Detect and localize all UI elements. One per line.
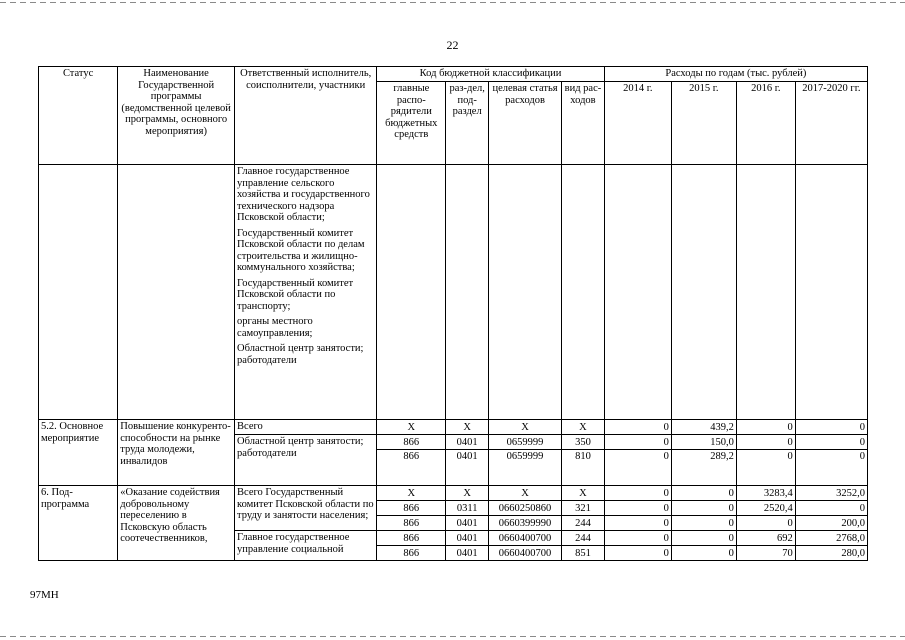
cell-grbs: 866: [377, 531, 446, 546]
budget-table: [38, 66, 868, 561]
section-6-name: «Оказание содействия добровольному переселению в Псковскую область соотечественников,: [118, 486, 235, 561]
cell-2015: 150,0: [671, 435, 736, 450]
cell-csr: X: [488, 420, 561, 435]
cell-2014: 0: [604, 420, 671, 435]
header-year-2015: 2015 г.: [671, 82, 736, 165]
cell-csr: 0659999: [488, 450, 561, 486]
continuation-executors-cell: [235, 165, 377, 420]
continuation-status-cell: [39, 165, 118, 420]
section-5-2-name: Повышение конкуренто-способности на рынке труда молодежи, инвалидов: [118, 420, 235, 486]
cell-grbs: 866: [377, 501, 446, 516]
header-executor: Ответственный исполнитель, соисполнители, участники: [235, 67, 377, 165]
cell-2014: 0: [604, 501, 671, 516]
cell-csr: 0660399990: [488, 516, 561, 531]
cell-2016: 70: [736, 546, 795, 561]
cell-grbs: 866: [377, 516, 446, 531]
header-expenses-group: Расходы по годам (тыс. рублей): [604, 67, 867, 82]
cell-rzpr: 0401: [446, 546, 489, 561]
executor-employment-center: Областной центр занятости; работодатели: [237, 343, 364, 366]
cell-csr: 0659999: [488, 435, 561, 450]
cell-2015: 0: [671, 531, 736, 546]
header-code-grbs: главные распо-рядители бюджетных средств: [377, 82, 446, 165]
cell-2016: 692: [736, 531, 795, 546]
page-number: 22: [446, 38, 459, 52]
cell-vr: 244: [562, 531, 605, 546]
document-code: 97МН: [30, 589, 59, 601]
header-name: Наименование Государственной программы (ведомственной целевой программы, основного мероприятия): [118, 67, 235, 165]
cell-2016: 0: [736, 420, 795, 435]
cell-2016: 2520,4: [736, 501, 795, 516]
executor-construction: Государственный комитет Псковской области по делам строительства и жилищно-коммунального хозяйства;: [237, 227, 365, 273]
cell-rzpr: 0401: [446, 450, 489, 486]
cell-2014: 0: [604, 486, 671, 501]
cell-2014: 0: [604, 516, 671, 531]
cell-vr: 851: [562, 546, 605, 561]
cell-2017-2020: 0: [795, 435, 867, 450]
cell-2015: 289,2: [671, 450, 736, 486]
cell-rzpr: 0401: [446, 435, 489, 450]
cell-2016: 0: [736, 450, 795, 486]
cell-vr: 810: [562, 450, 605, 486]
continuation-row: [39, 165, 868, 420]
section-5-2-exec-total: Всего: [235, 420, 377, 435]
cell-2017-2020: 0: [795, 420, 867, 435]
cell-rzpr: 0401: [446, 516, 489, 531]
cell-2015: 439,2: [671, 420, 736, 435]
cell-2015: 0: [671, 501, 736, 516]
cell-2016: 0: [736, 435, 795, 450]
header-status: Статус: [39, 67, 118, 165]
cell-2015: 0: [671, 516, 736, 531]
table-row: [39, 420, 868, 435]
cell-2017-2020: 0: [795, 450, 867, 486]
header-year-2014: 2014 г.: [604, 82, 671, 165]
cell-2017-2020: 3252,0: [795, 486, 867, 501]
table-row: [39, 486, 868, 501]
cell-vr: 321: [562, 501, 605, 516]
cell-2016: 3283,4: [736, 486, 795, 501]
section-6-exec-a: Всего Государственный комитет Псковской области по труду и занятости населения;: [235, 486, 377, 531]
cell-csr: X: [488, 486, 561, 501]
cell-grbs: 866: [377, 546, 446, 561]
header-year-2017-2020: 2017-2020 гг.: [795, 82, 867, 165]
section-6-status: 6. Под-программа: [39, 486, 118, 561]
cell-rzpr: X: [446, 420, 489, 435]
cell-vr: X: [562, 486, 605, 501]
cell-rzpr: 0311: [446, 501, 489, 516]
scan-edge-top: [0, 2, 905, 3]
cell-rzpr: X: [446, 486, 489, 501]
cell-2014: 0: [604, 531, 671, 546]
continuation-name-cell: [118, 165, 235, 420]
cell-vr: X: [562, 420, 605, 435]
header-row-1: [39, 67, 868, 82]
cell-2016: 0: [736, 516, 795, 531]
cell-grbs: 866: [377, 435, 446, 450]
section-5-2-status: 5.2. Основное мероприятие: [39, 420, 118, 486]
cell-2014: 0: [604, 435, 671, 450]
cell-csr: 0660400700: [488, 531, 561, 546]
header-code-group: Код бюджетной классификации: [377, 67, 605, 82]
cell-grbs: 866: [377, 450, 446, 486]
cell-csr: 0660400700: [488, 546, 561, 561]
cell-2017-2020: 0: [795, 501, 867, 516]
header-code-rzpr: раз-дел, под-раздел: [446, 82, 489, 165]
executor-agriculture: Главное государственное управление сельского хозяйства и государственного технического надзора Псковской области;: [237, 166, 370, 223]
section-6-exec-b: Главное государственное управление социальной: [235, 531, 377, 561]
cell-2017-2020: 200,0: [795, 516, 867, 531]
cell-2017-2020: 2768,0: [795, 531, 867, 546]
cell-grbs: X: [377, 486, 446, 501]
section-5-2-exec-center: Областной центр занятости; работодатели: [235, 435, 377, 486]
cell-2017-2020: 280,0: [795, 546, 867, 561]
header-code-vr: вид рас-ходов: [562, 82, 605, 165]
cell-2015: 0: [671, 546, 736, 561]
executor-transport: Государственный комитет Псковской области по транспорту;: [237, 277, 354, 312]
cell-grbs: X: [377, 420, 446, 435]
cell-vr: 350: [562, 435, 605, 450]
cell-csr: 0660250860: [488, 501, 561, 516]
scan-edge-bottom: [0, 636, 905, 637]
cell-2015: 0: [671, 486, 736, 501]
cell-2014: 0: [604, 546, 671, 561]
executor-local-government: органы местного самоуправления;: [237, 316, 313, 339]
cell-vr: 244: [562, 516, 605, 531]
header-year-2016: 2016 г.: [736, 82, 795, 165]
header-code-csr: целевая статья расходов: [488, 82, 561, 165]
cell-2014: 0: [604, 450, 671, 486]
cell-rzpr: 0401: [446, 531, 489, 546]
